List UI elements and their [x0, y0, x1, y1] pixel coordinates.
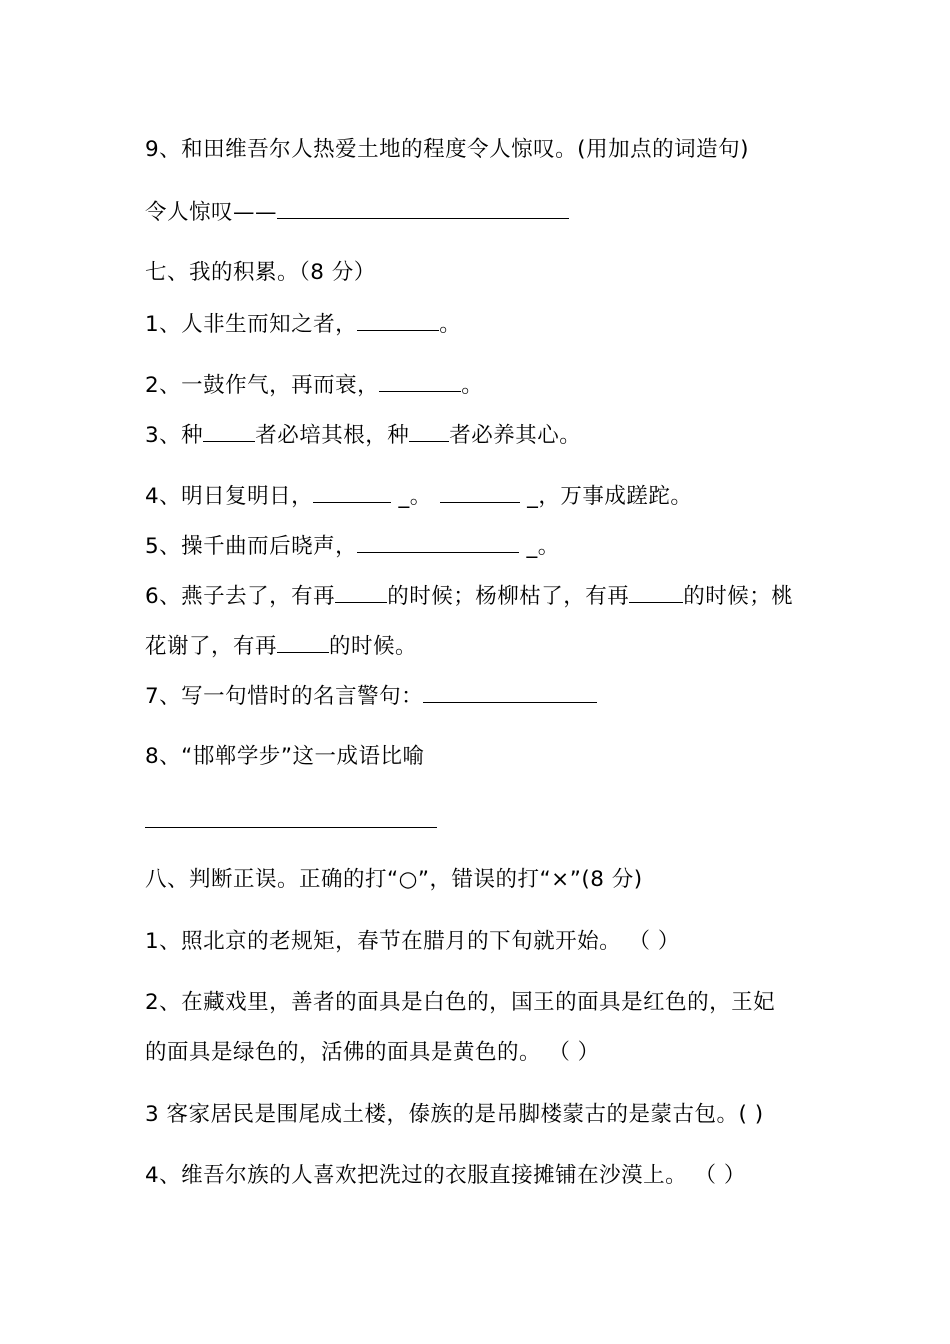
item-text: 6、燕子去了，有再 — [145, 584, 336, 609]
answer-blank[interactable] — [313, 482, 391, 503]
answer-blank[interactable] — [335, 582, 387, 603]
item-text: 者必培其根，种 — [255, 423, 410, 448]
accumulation-item-6-line-1 — [145, 582, 793, 611]
question-9: 9、和田维吾尔人热爱土地的程度令人惊叹。(用加点的词造句) — [145, 137, 749, 162]
accumulation-item-3 — [145, 421, 581, 450]
answer-blank[interactable] — [203, 421, 255, 442]
answer-blank[interactable] — [440, 482, 520, 503]
judgment-item-3: 3 客家居民是围尾成土楼，傣族的是吊脚楼蒙古的是蒙古包。( ) — [145, 1102, 764, 1127]
item-text: 2、一鼓作气，再而衰， — [145, 373, 380, 398]
judgment-item-4: 4、维吾尔族的人喜欢把洗过的衣服直接摊铺在沙漠上。 （ ） — [145, 1163, 746, 1188]
item-text: _。 — [391, 484, 432, 509]
item-text: 3、种 — [145, 423, 204, 448]
answer-blank[interactable] — [379, 371, 461, 392]
item-text: 者必养其心。 — [449, 423, 582, 448]
section-8-title: 八、判断正误。正确的打“○”，错误的打“×”(8 分) — [145, 867, 643, 892]
item-text: _。 — [519, 534, 560, 559]
item-text: 。 — [439, 312, 462, 337]
answer-blank[interactable] — [357, 532, 519, 553]
item-text: 7、写一句惜时的名言警句： — [145, 684, 424, 709]
item-text: 5、操千曲而后晓声， — [145, 534, 358, 559]
answer-rule[interactable] — [145, 827, 437, 828]
question-9-answer — [145, 198, 569, 227]
answer-blank[interactable] — [423, 682, 597, 703]
answer-blank[interactable] — [277, 198, 569, 219]
answer-blank[interactable] — [357, 310, 439, 331]
judgment-item-1: 1、照北京的老规矩，春节在腊月的下旬就开始。 （ ） — [145, 929, 680, 954]
accumulation-item-4 — [145, 482, 692, 511]
section-7-title: 七、我的积累。（8 分） — [145, 260, 376, 285]
judgment-item-2-line-2: 的面具是绿色的，活佛的面具是黄色的。 （ ） — [145, 1040, 600, 1065]
answer-prefix: 令人惊叹—— — [145, 200, 278, 225]
item-text: 花谢了，有再 — [145, 634, 278, 659]
item-text: 的时候；桃 — [683, 584, 794, 609]
judgment-item-2-line-1: 2、在藏戏里，善者的面具是白色的，国王的面具是红色的，王妃 — [145, 990, 776, 1015]
item-text: 的时候。 — [329, 634, 418, 659]
accumulation-item-1 — [145, 310, 461, 339]
accumulation-item-7 — [145, 682, 597, 711]
item-text: 4、明日复明日， — [145, 484, 314, 509]
item-text: 。 — [461, 373, 484, 398]
accumulation-item-8: 8、“邯郸学步”这一成语比喻 — [145, 744, 425, 769]
item-text: 的时候；杨柳枯了，有再 — [387, 584, 630, 609]
item-text: 1、人非生而知之者， — [145, 312, 358, 337]
item-text: _，万事成蹉跎。 — [519, 484, 693, 509]
answer-blank[interactable] — [277, 632, 329, 653]
answer-blank[interactable] — [629, 582, 683, 603]
answer-blank[interactable] — [409, 421, 449, 442]
accumulation-item-5 — [145, 532, 560, 561]
accumulation-item-2 — [145, 371, 483, 400]
accumulation-item-6-line-2 — [145, 632, 417, 661]
